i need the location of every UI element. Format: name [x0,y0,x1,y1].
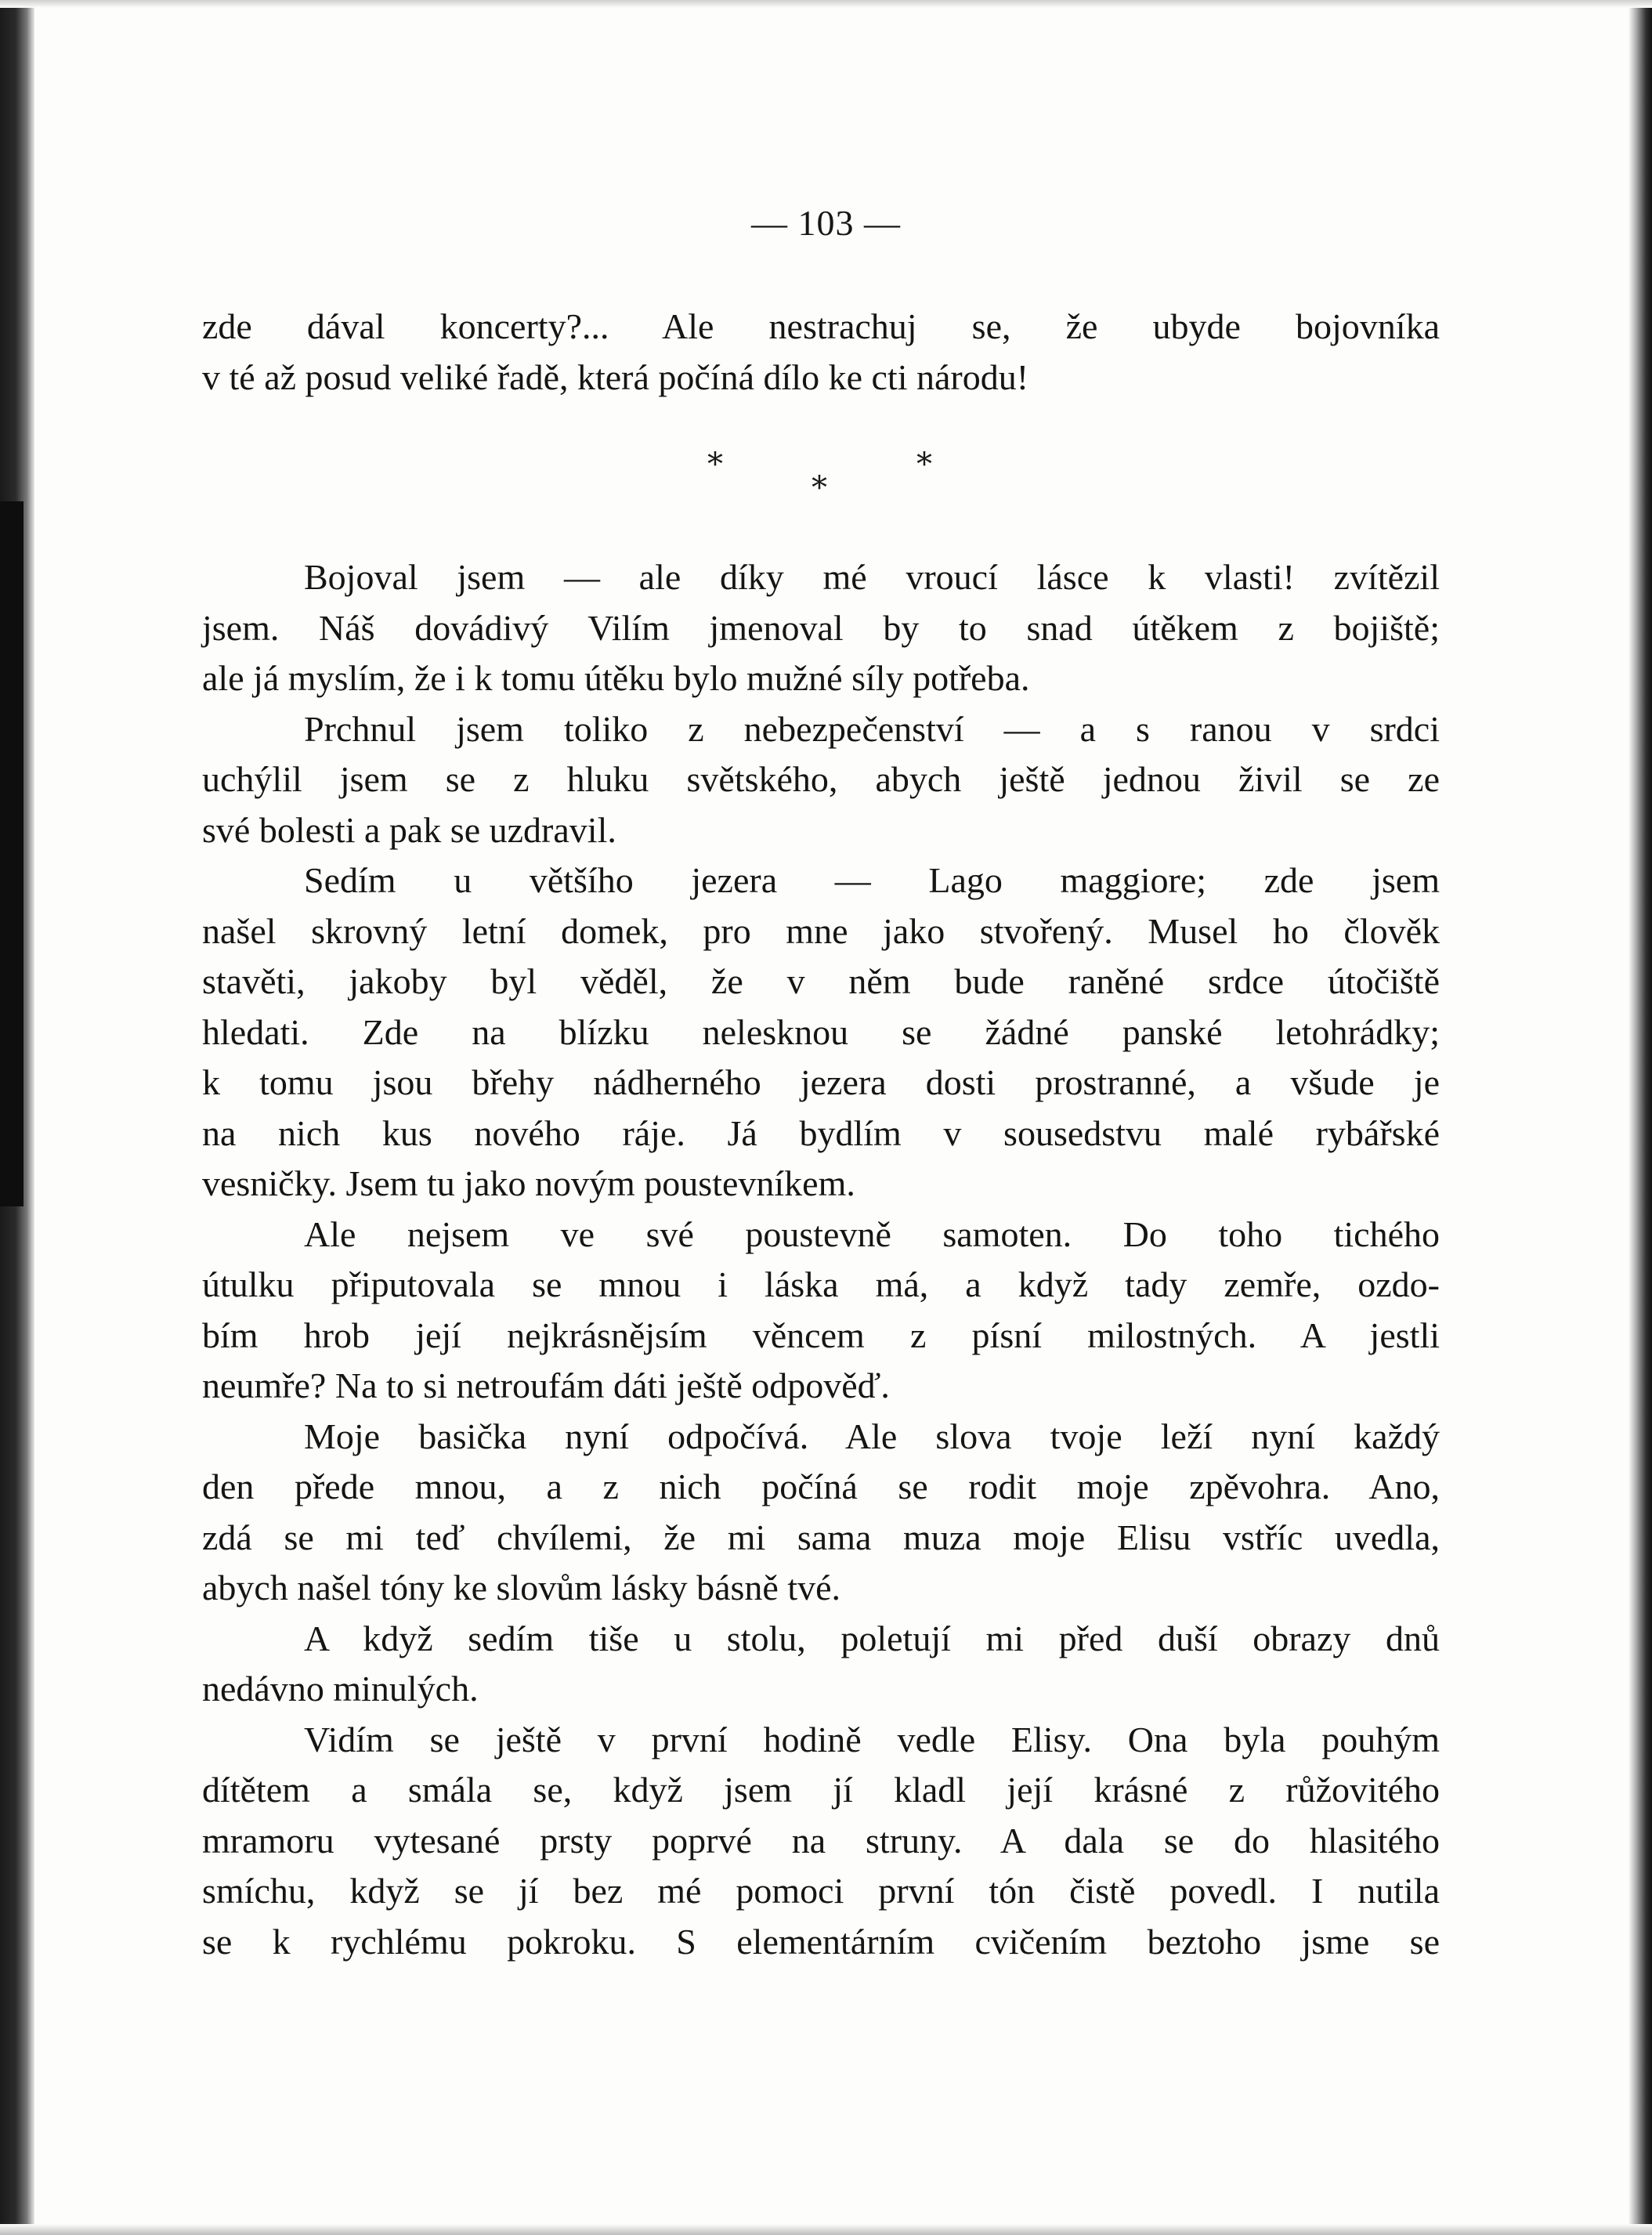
section-break-asterism [0,447,1652,509]
paragraph-start-line: Prchnul jsem toliko z nebezpečenství — a s ranou v srdci [304,708,1440,749]
text-line: na nich kus nového ráje. Já bydlím v sousedstvu malé rybářské [202,1112,1440,1153]
asterisk: * [707,447,723,483]
text-line: mramoru vytesané prsty poprvé na struny. A dala se do hlasitého [202,1820,1440,1861]
text-line: ale já myslím, že i k tomu útěku bylo mužné síly potřeba. [202,658,1030,698]
text-line: hledati. Zde na blízku nelesknou se žádné panské letohrádky; [202,1011,1440,1052]
text-line: v té až posud veliké řadě, která počíná dílo ke cti národu! [202,356,1029,397]
text-block-main [202,552,1440,1967]
paragraph-start-line: Vidím se ještě v první hodině vedle Elisy. Ona byla pouhým [304,1719,1440,1759]
paragraph-start-line: Ale nejsem ve své poustevně samoten. Do toho tichého [304,1213,1440,1254]
text-line: nedávno minulých. [202,1669,479,1709]
paragraph-start-line: Sedím u většího jezera — Lago maggiore; zde jsem [304,860,1440,900]
paragraph-start-line: Moje basička nyní odpočívá. Ale slova tvoje leží nyní každý [304,1416,1440,1456]
text-line: vesničky. Jsem tu jako novým poustevníkem. [202,1163,855,1203]
text-line: stavěti, jakoby byl věděl, že v něm bude raněné srdce útočiště [202,961,1440,1001]
text-line: útulku připutovala se mnou i láska má, a když tady zemře, ozdo- [202,1264,1440,1304]
text-line: dítětem a smála se, když jsem jí kladl její krásné z růžovitého [202,1770,1440,1810]
text-line: jsem. Náš dovádivý Vilím jmenoval by to snad útěkem z bojiště; [202,607,1440,648]
text-line: k tomu jsou břehy nádherného jezera dosti prostranné, a všude je [202,1062,1440,1102]
paragraph-start-line: A když sedím tiše u stolu, poletují mi před duší obrazy dnů [304,1618,1440,1658]
text-line: bím hrob její nejkrásnějsím věncem z písní milostných. A jestli [202,1315,1440,1355]
text-line: zde dával koncerty?... Ale nestrachuj se, že ubyde bojovníka [202,306,1440,346]
paragraph-start-line: Bojoval jsem — ale díky mé vroucí lásce k vlasti! zvítězil [304,557,1440,597]
page-edge-top [0,0,1652,8]
text-line: uchýlil jsem se z hluku světského, abych ještě jednou živil se ze [202,759,1440,799]
text-line: zdá se mi teď chvílemi, že mi sama muza moje Elisu vstříc uvedla, [202,1517,1440,1557]
text-line: se k rychlému pokroku. S elementárním cvičením beztoho jsme se [202,1921,1440,1962]
text-block-top [202,302,1440,403]
asterisk: * [812,470,827,506]
asterisk: * [916,447,932,483]
page-edge-bottom [0,2224,1652,2235]
text-line: smíchu, když se jí bez mé pomoci první tón čistě povedl. I nutila [202,1871,1440,1911]
text-line: abych našel tóny ke slovům lásky básně tvé. [202,1568,841,1608]
page-number: — 103 — [751,203,901,243]
text-line: den přede mnou, a z nich počíná se rodit moje zpěvohra. Ano, [202,1466,1440,1506]
text-line: neumře? Na to si netroufám dáti ještě odpověď. [202,1365,890,1405]
text-line: své bolesti a pak se uzdravil. [202,809,616,850]
page-edge-right [1629,0,1652,2235]
binding-shadow-left [0,501,23,1206]
text-line: našel skrovný letní domek, pro mne jako stvořený. Musel ho člověk [202,910,1440,951]
